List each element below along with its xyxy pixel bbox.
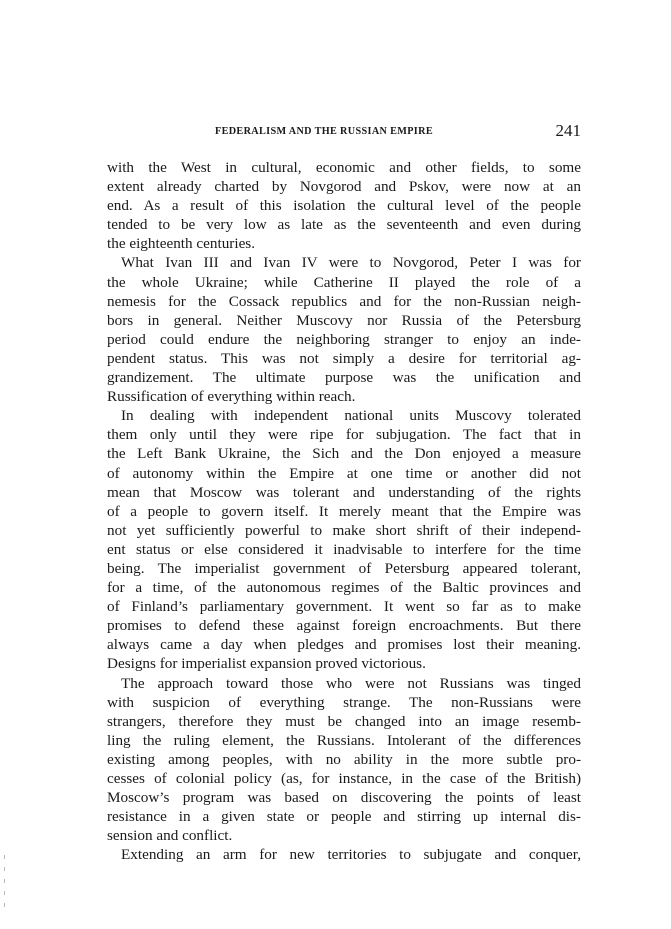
text-line: of autonomy within the Empire at one time or another did not (107, 464, 581, 482)
paragraph-first-line: What Ivan III and Ivan IV were to Novgorod, Peter I was for (121, 254, 581, 272)
text-line: Designs for imperialist expansion proved victorious. (107, 655, 426, 673)
paragraph-first-line: In dealing with independent national units Muscovy tolerated (121, 407, 581, 425)
text-line: pendent status. This was not simply a desire for territorial ag- (107, 349, 581, 367)
text-line: being. The imperialist government of Petersburg appeared tolerant, (107, 559, 581, 577)
text-line: the eighteenth centuries. (107, 235, 256, 253)
scan-mark (4, 891, 5, 895)
text-line: strangers, therefore they must be changed into an image resemb- (107, 712, 581, 730)
scan-margin-marks (4, 855, 6, 915)
scan-mark (4, 855, 5, 859)
text-line: the Left Bank Ukraine, the Sich and the Don enjoyed a measure (107, 445, 581, 463)
scan-mark (4, 879, 5, 883)
body-text (107, 158, 581, 864)
text-line: bors in general. Neither Muscovy nor Russia of the Petersburg (107, 311, 581, 329)
text-line: end. As a result of this isolation the cultural level of the people (107, 197, 581, 215)
text-line: resistance in a given state or people and stirring up internal dis- (107, 808, 581, 826)
text-line: existing among peoples, with no ability in the more subtle pro- (107, 750, 581, 768)
text-line: extent already charted by Novgorod and Pskov, were now at an (107, 178, 581, 196)
text-line: of a people to govern itself. It merely meant that the Empire was (107, 502, 581, 520)
text-line: mean that Moscow was tolerant and understanding of the rights (107, 483, 581, 501)
running-title: FEDERALISM AND THE RUSSIAN EMPIRE (215, 126, 433, 137)
text-line: grandizement. The ultimate purpose was the unification and (107, 369, 581, 387)
text-line: with suspicion of everything strange. The non-Russians were (107, 693, 581, 711)
text-line: ent status or else considered it inadvisable to interfere for the time (107, 540, 581, 558)
text-line: Moscow’s program was based on discovering the points of least (107, 789, 581, 807)
text-line: period could endure the neighboring stranger to enjoy an inde- (107, 330, 581, 348)
paragraph-first-line: Extending an arm for new territories to subjugate and conquer, (121, 846, 581, 864)
text-line: tended to be very low as late as the seventeenth and even during (107, 216, 581, 234)
text-line: sension and conflict. (107, 827, 233, 845)
text-line: always came a day when pledges and promises lost their meaning. (107, 636, 581, 654)
text-line: cesses of colonial policy (as, for instance, in the case of the British) (107, 770, 581, 787)
paragraph-first-line: The approach toward those who were not Russians was tinged (121, 674, 581, 692)
page-number: 241 (555, 121, 581, 140)
text-line: them only until they were ripe for subjugation. The fact that in (107, 426, 581, 444)
text-line: with the West in cultural, economic and other fields, to some (107, 159, 581, 176)
scan-mark (4, 903, 5, 907)
running-head (107, 121, 581, 143)
text-line: the whole Ukraine; while Catherine II played the role of a (107, 273, 581, 291)
text-line: nemesis for the Cossack republics and for the non-Russian neigh- (107, 292, 581, 310)
text-line: ling the ruling element, the Russians. Intolerant of the differences (107, 731, 581, 749)
text-line: of Finland’s parliamentary government. It went so far as to make (107, 598, 581, 616)
text-line: promises to defend these against foreign encroachments. But there (107, 617, 581, 635)
text-line: Russification of everything within reach. (107, 388, 356, 406)
text-line: for a time, of the autonomous regimes of the Baltic provinces and (107, 579, 581, 597)
text-line: not yet sufficiently powerful to make short shrift of their independ- (107, 521, 581, 539)
scan-mark (4, 867, 5, 871)
